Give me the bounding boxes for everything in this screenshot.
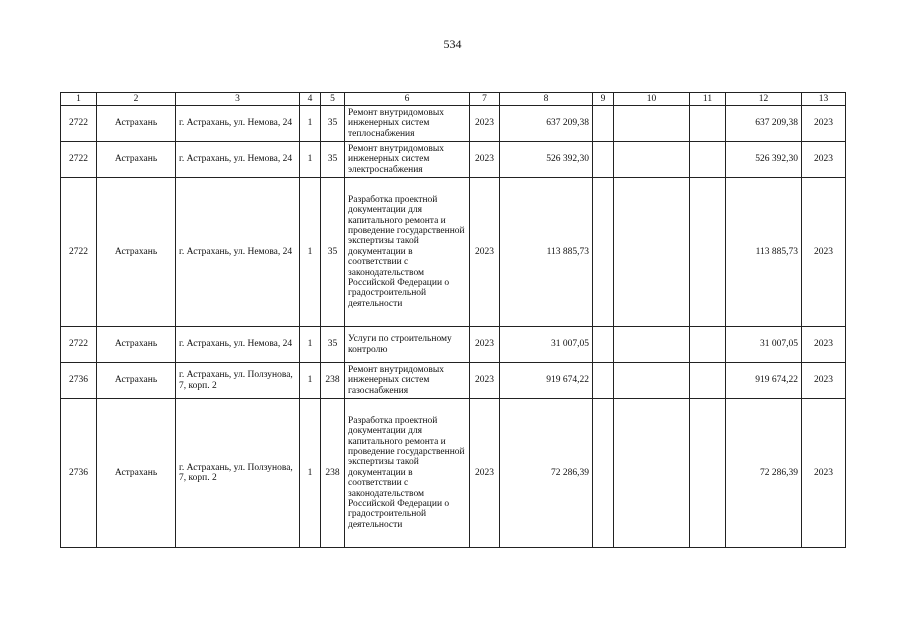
total-cell: 637 209,38	[726, 106, 802, 142]
city-cell: Астрахань	[97, 327, 176, 363]
city-cell: Астрахань	[97, 178, 176, 327]
column-4-cell: 1	[300, 178, 321, 327]
column-header: 3	[176, 93, 300, 106]
work-description-cell: Ремонт внутридомовых инженерных систем газоснабжения	[345, 363, 470, 399]
year-cell: 2023	[470, 178, 500, 327]
id-cell: 2722	[61, 106, 97, 142]
column-9-cell	[593, 106, 614, 142]
column-10-cell	[614, 106, 690, 142]
table-row	[61, 178, 846, 327]
column-header: 11	[690, 93, 726, 106]
year-cell: 2023	[470, 363, 500, 399]
total-cell: 526 392,30	[726, 142, 802, 178]
column-11-cell	[690, 399, 726, 548]
column-9-cell	[593, 399, 614, 548]
column-header: 13	[802, 93, 846, 106]
repair-registry-table	[60, 92, 846, 548]
column-header: 8	[500, 93, 593, 106]
column-4-cell: 1	[300, 363, 321, 399]
column-header: 2	[97, 93, 176, 106]
id-cell: 2736	[61, 399, 97, 548]
column-11-cell	[690, 327, 726, 363]
column-5-cell: 35	[321, 142, 345, 178]
table-row	[61, 142, 846, 178]
total-cell: 919 674,22	[726, 363, 802, 399]
table-row	[61, 106, 846, 142]
id-cell: 2722	[61, 142, 97, 178]
work-description-cell: Ремонт внутридомовых инженерных систем электроснабжения	[345, 142, 470, 178]
cost-cell: 113 885,73	[500, 178, 593, 327]
column-5-cell: 35	[321, 327, 345, 363]
address-cell: г. Астрахань, ул. Ползунова, 7, корп. 2	[176, 363, 300, 399]
end-year-cell: 2023	[802, 178, 846, 327]
column-header: 4	[300, 93, 321, 106]
page-number: 534	[443, 37, 462, 51]
column-11-cell	[690, 363, 726, 399]
city-cell: Астрахань	[97, 142, 176, 178]
column-10-cell	[614, 399, 690, 548]
end-year-cell: 2023	[802, 399, 846, 548]
city-cell: Астрахань	[97, 399, 176, 548]
address-cell: г. Астрахань, ул. Немова, 24	[176, 106, 300, 142]
column-10-cell	[614, 142, 690, 178]
column-4-cell: 1	[300, 327, 321, 363]
column-header: 1	[61, 93, 97, 106]
address-cell: г. Астрахань, ул. Немова, 24	[176, 327, 300, 363]
header-row	[61, 93, 846, 106]
column-header: 9	[593, 93, 614, 106]
column-9-cell	[593, 327, 614, 363]
column-11-cell	[690, 142, 726, 178]
column-header: 5	[321, 93, 345, 106]
table-row	[61, 363, 846, 399]
address-cell: г. Астрахань, ул. Ползунова, 7, корп. 2	[176, 399, 300, 548]
cost-cell: 919 674,22	[500, 363, 593, 399]
column-10-cell	[614, 363, 690, 399]
column-10-cell	[614, 327, 690, 363]
column-header: 6	[345, 93, 470, 106]
table-body	[61, 106, 846, 548]
cost-cell: 31 007,05	[500, 327, 593, 363]
year-cell: 2023	[470, 399, 500, 548]
total-cell: 113 885,73	[726, 178, 802, 327]
column-9-cell	[593, 142, 614, 178]
column-header: 10	[614, 93, 690, 106]
end-year-cell: 2023	[802, 142, 846, 178]
work-description-cell: Ремонт внутридомовых инженерных систем теплоснабжения	[345, 106, 470, 142]
end-year-cell: 2023	[802, 106, 846, 142]
end-year-cell: 2023	[802, 363, 846, 399]
id-cell: 2722	[61, 178, 97, 327]
city-cell: Астрахань	[97, 363, 176, 399]
column-4-cell: 1	[300, 399, 321, 548]
address-cell: г. Астрахань, ул. Немова, 24	[176, 142, 300, 178]
column-9-cell	[593, 178, 614, 327]
cost-cell: 526 392,30	[500, 142, 593, 178]
work-description-cell: Разработка проектной документации для капитального ремонта и проведение государственной экспертизы такой документации в соответствии с законодательством Российской Федерации о градостроительной деятельности	[345, 178, 470, 327]
column-5-cell: 238	[321, 399, 345, 548]
column-11-cell	[690, 178, 726, 327]
year-cell: 2023	[470, 142, 500, 178]
total-cell: 72 286,39	[726, 399, 802, 548]
city-cell: Астрахань	[97, 106, 176, 142]
column-header: 12	[726, 93, 802, 106]
year-cell: 2023	[470, 327, 500, 363]
column-5-cell: 35	[321, 106, 345, 142]
table-row	[61, 327, 846, 363]
column-header: 7	[470, 93, 500, 106]
cost-cell: 637 209,38	[500, 106, 593, 142]
work-description-cell: Услуги по строительному контролю	[345, 327, 470, 363]
column-4-cell: 1	[300, 142, 321, 178]
id-cell: 2722	[61, 327, 97, 363]
id-cell: 2736	[61, 363, 97, 399]
table-header	[61, 93, 846, 106]
column-5-cell: 35	[321, 178, 345, 327]
address-cell: г. Астрахань, ул. Немова, 24	[176, 178, 300, 327]
work-description-cell: Разработка проектной документации для капитального ремонта и проведение государственной экспертизы такой документации в соответствии с законодательством Российской Федерации о градостроительной деятельности	[345, 399, 470, 548]
total-cell: 31 007,05	[726, 327, 802, 363]
column-5-cell: 238	[321, 363, 345, 399]
year-cell: 2023	[470, 106, 500, 142]
cost-cell: 72 286,39	[500, 399, 593, 548]
column-10-cell	[614, 178, 690, 327]
column-9-cell	[593, 363, 614, 399]
table-row	[61, 399, 846, 548]
column-4-cell: 1	[300, 106, 321, 142]
column-11-cell	[690, 106, 726, 142]
end-year-cell: 2023	[802, 327, 846, 363]
